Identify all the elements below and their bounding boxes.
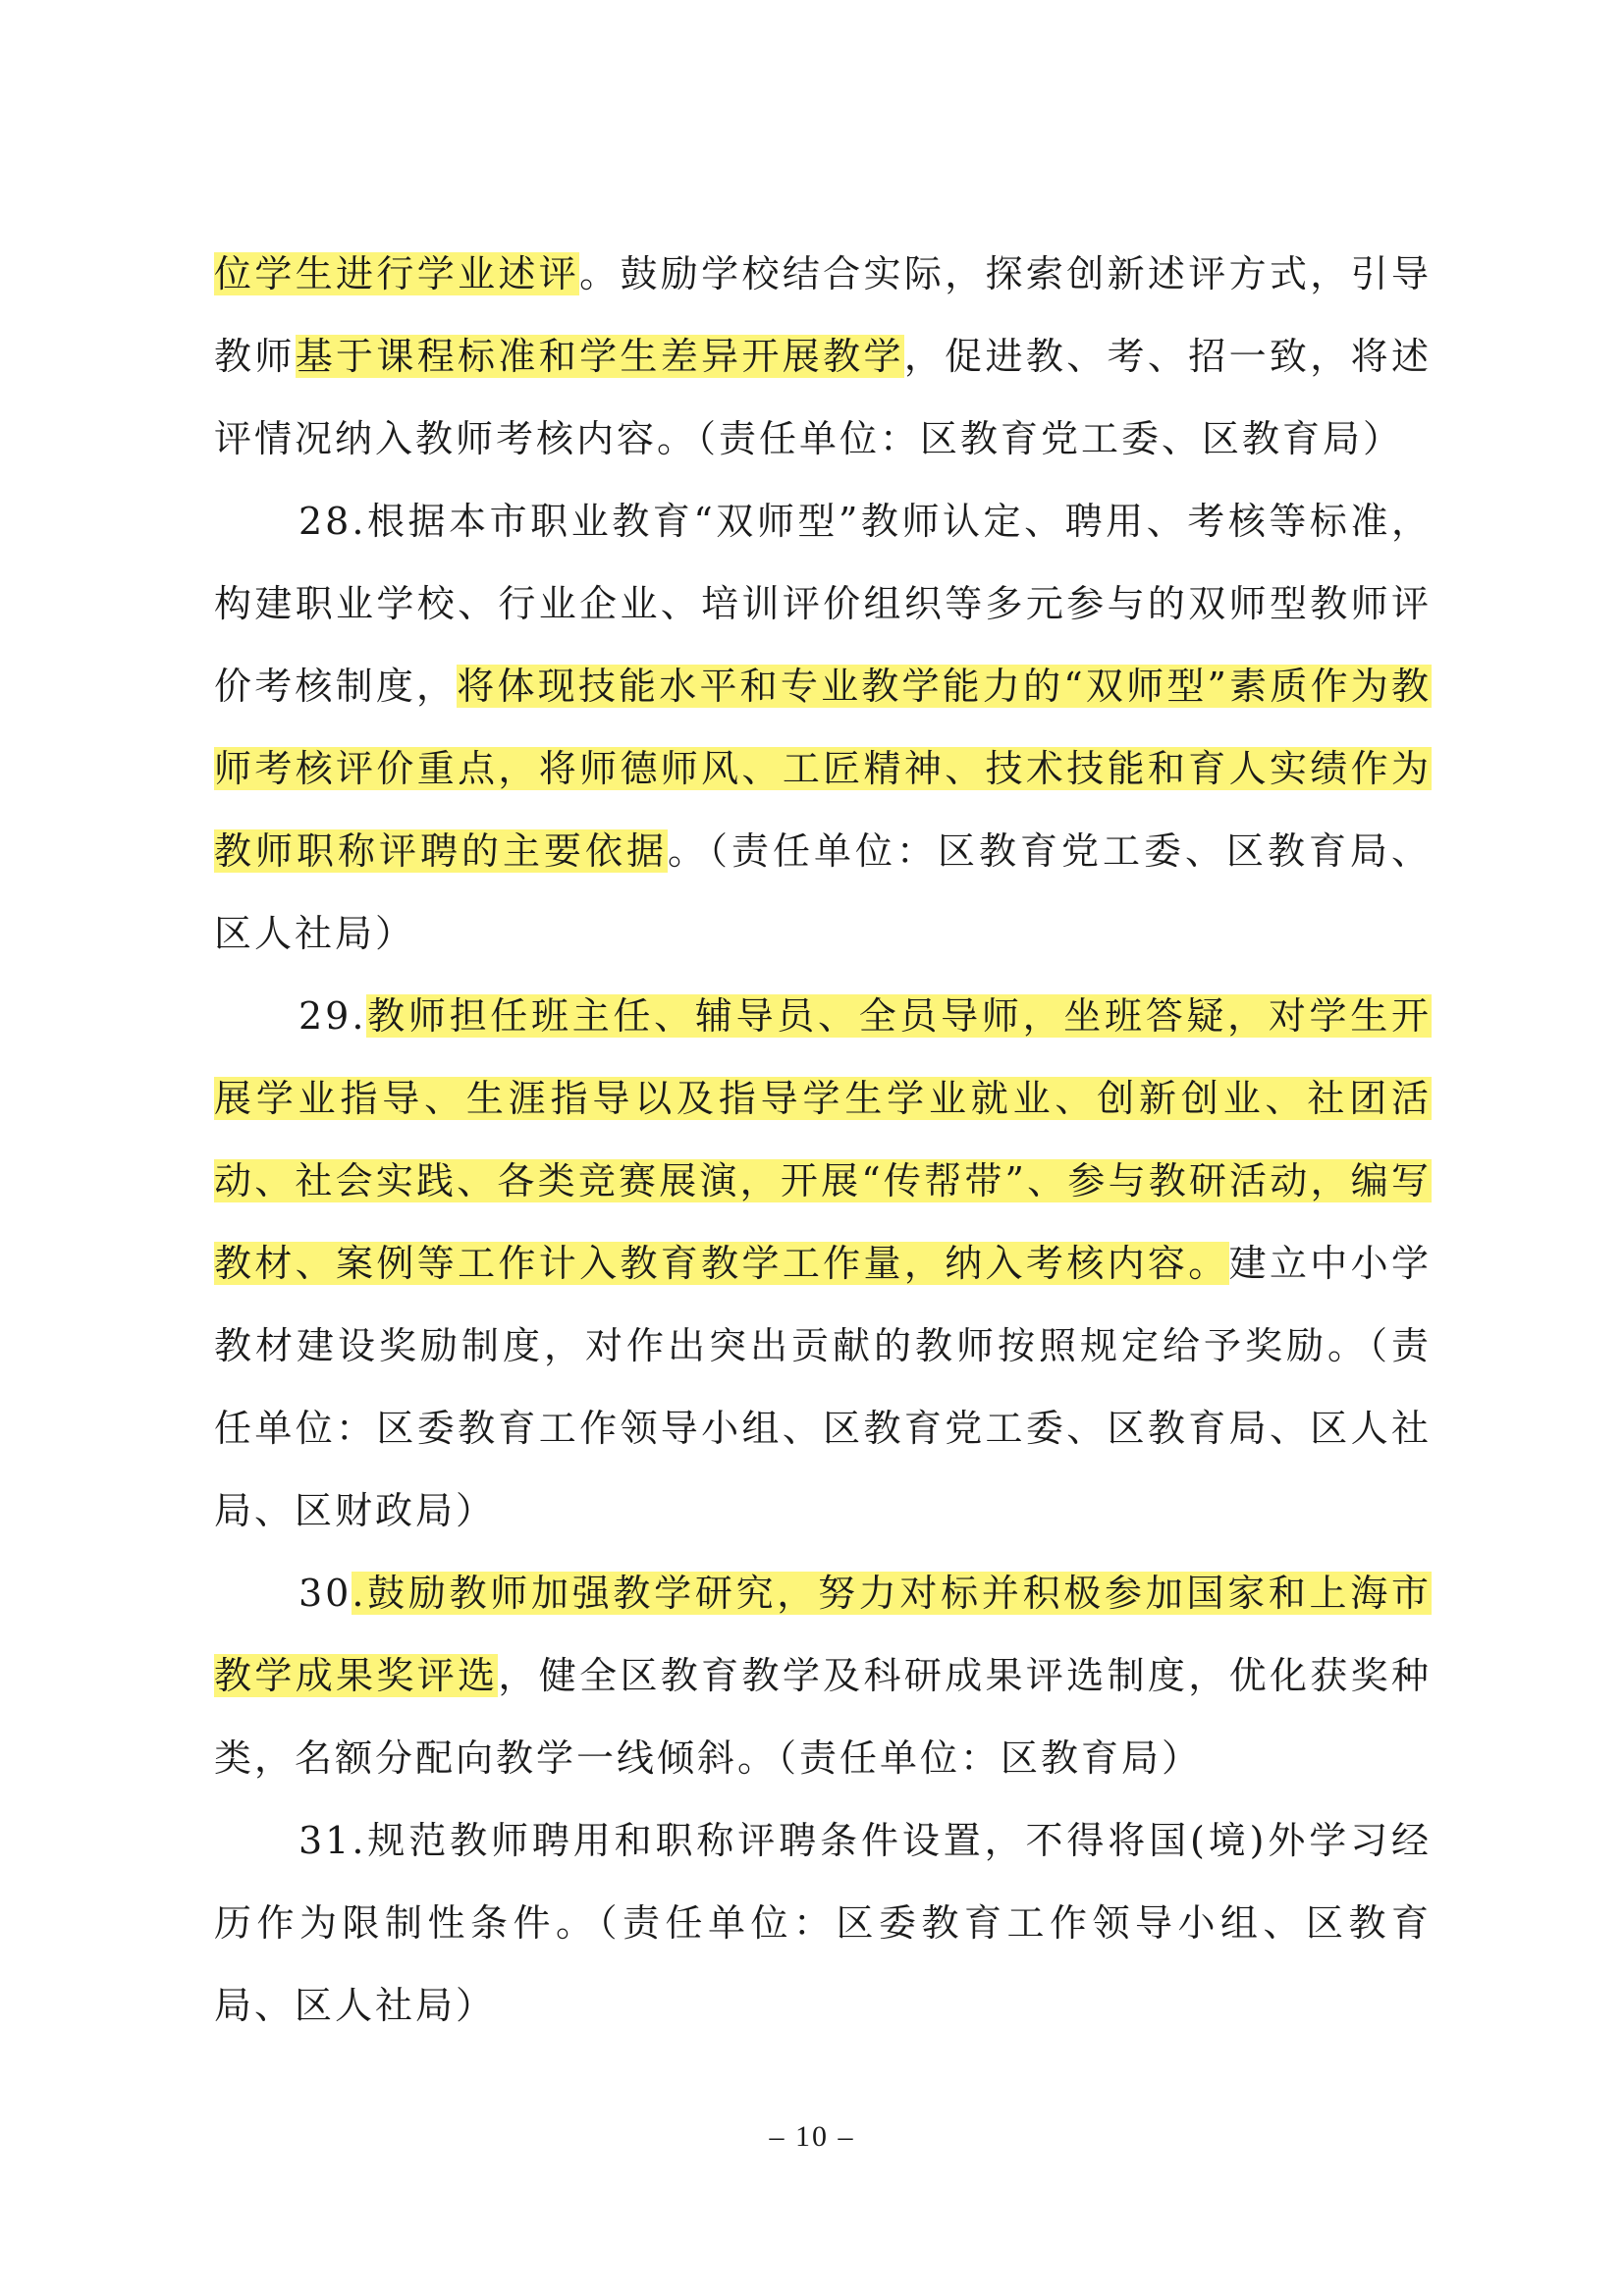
paragraph-27-continued xyxy=(214,233,1432,480)
paragraph-29 xyxy=(214,975,1432,1552)
text-segment: 30 xyxy=(298,1572,352,1615)
text-segment: ，促进教、考、招一致，将述评情况纳入教师考核内容。（责任单位：区教育党工委、区教育局） xyxy=(214,335,1432,460)
text-segment: 建立中小学教材建设奖励制度，对作出突出贡献的教师按照规定给予奖励。（责任单位：区委教育工作领导小组、区教育党工委、区教育局、区人社局、区财政局） xyxy=(214,1242,1432,1532)
highlighted-text-segment: 基于课程标准和学生差异开展教学 xyxy=(295,335,904,378)
text-segment: ，健全区教育教学及科研成果评选制度，优化获奖种类，名额分配向教学一线倾斜。（责任单位：区教育局） xyxy=(214,1654,1432,1780)
document-body xyxy=(214,233,1432,2047)
text-segment: 。鼓励学校结合实际，探索创新述评方式，引导教师 xyxy=(214,252,1432,378)
text-segment: 28.根据本市职业教育“双师型”教师认定、聘用、考核等标准，构建职业学校、行业企业、培训评价组织等多元参与的双师型教师评价考核制度， xyxy=(214,500,1432,708)
paragraph-28 xyxy=(214,480,1432,975)
text-segment: 31.规范教师聘用和职称评聘条件设置，不得将国(境)外学习经历作为限制性条件。（责任单位：区委教育工作领导小组、区教育局、区人社局） xyxy=(214,1819,1432,2027)
text-segment: 29. xyxy=(298,994,367,1038)
highlighted-text-segment: 教师担任班主任、辅导员、全员导师，坐班答疑，对学生开展学业指导、生涯指导以及指导学生学业就业、创新创业、社团活动、社会实践、各类竞赛展演，开展“传帮带”、参与教研活动，编写教材、案例等工作计入教育教学工作量，纳入考核内容。 xyxy=(214,994,1432,1285)
highlighted-text-segment: 位学生进行学业述评 xyxy=(214,252,580,295)
paragraph-31 xyxy=(214,1799,1432,2047)
page-number: – 10 – xyxy=(769,2120,855,2153)
highlighted-text-segment: 将体现技能水平和专业教学能力的“双师型”素质作为教师考核评价重点，将师德师风、工匠精神、技术技能和育人实绩作为教师职称评聘的主要依据 xyxy=(214,665,1432,873)
text-segment: 。（责任单位：区教育党工委、区教育局、区人社局） xyxy=(214,829,1432,955)
highlighted-text-segment: .鼓励教师加强教学研究，努力对标并积极参加国家和上海市教学成果奖评选 xyxy=(214,1572,1432,1697)
paragraph-30 xyxy=(214,1552,1432,1799)
